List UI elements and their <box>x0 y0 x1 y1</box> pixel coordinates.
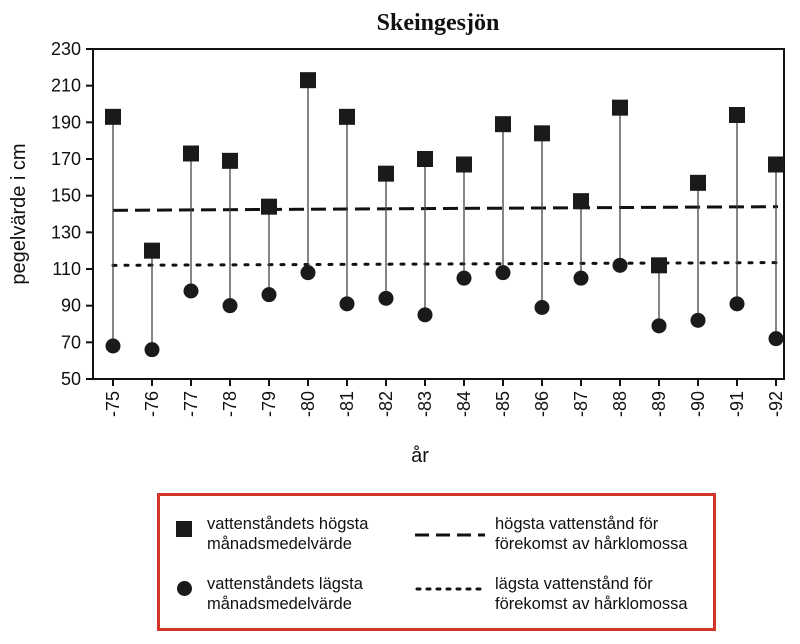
legend-dashed-line <box>415 532 485 538</box>
y-tick-label: 210 <box>50 75 81 96</box>
x-tick-label: -84 <box>454 391 474 418</box>
x-tick-label: -78 <box>220 391 240 418</box>
reference-lines <box>113 207 778 266</box>
y-tick-label: 170 <box>50 149 81 169</box>
high-value-marker <box>300 72 316 88</box>
x-tick-label: -80 <box>298 391 318 418</box>
low-value-marker <box>535 300 550 315</box>
low-value-marker <box>262 287 277 302</box>
range-stems <box>113 80 776 350</box>
low-reference-line <box>113 263 778 266</box>
high-value-marker <box>651 257 667 273</box>
low-value-marker <box>613 258 628 273</box>
high-value-marker <box>768 157 784 173</box>
x-tick-label: -83 <box>415 391 435 418</box>
y-tick-label: 190 <box>50 112 81 133</box>
legend <box>157 493 716 631</box>
x-axis-label: år <box>411 445 429 467</box>
chart-title: Skeingesjön <box>376 10 500 36</box>
high-value-marker <box>534 125 550 141</box>
low-value-marker <box>769 331 784 346</box>
data-markers <box>105 72 784 357</box>
high-value-marker <box>339 109 355 125</box>
low-value-marker <box>418 307 433 322</box>
high-reference-line <box>113 207 778 211</box>
low-value-marker <box>340 296 355 311</box>
x-tick-label: -88 <box>610 391 630 418</box>
low-value-marker <box>184 284 199 299</box>
low-value-marker <box>652 318 667 333</box>
x-tick-label: -91 <box>727 391 747 418</box>
high-value-marker <box>495 116 511 132</box>
low-value-marker <box>496 265 511 280</box>
high-value-marker <box>183 146 199 162</box>
low-value-marker <box>301 265 316 280</box>
y-axis-label: pegelvärde i cm <box>8 143 30 285</box>
y-tick-label: 90 <box>60 295 81 316</box>
x-tick-label: -92 <box>766 391 786 418</box>
high-value-marker <box>456 157 472 173</box>
high-value-marker <box>378 166 394 182</box>
legend-square-marker <box>176 521 192 537</box>
y-axis <box>51 39 93 389</box>
low-value-marker <box>730 296 745 311</box>
x-tick-label: -79 <box>259 391 279 418</box>
y-tick-label: 110 <box>52 259 81 279</box>
high-value-marker <box>690 175 706 191</box>
high-value-marker <box>105 109 121 125</box>
low-value-marker <box>457 271 472 286</box>
high-value-marker <box>261 199 277 215</box>
legend-low-label: vattenståndets lägsta månadsmedelvärde <box>207 575 363 613</box>
x-tick-label: -76 <box>142 391 162 418</box>
x-tick-label: -86 <box>532 391 552 418</box>
legend-circle-marker <box>177 581 192 596</box>
x-tick-label: -87 <box>571 391 591 418</box>
y-tick-label: 150 <box>50 185 81 206</box>
high-value-marker <box>417 151 433 167</box>
y-tick-label: 130 <box>50 222 81 243</box>
legend-high-line-label: högsta vattenstånd för förekomst av hårklomossa <box>495 515 688 553</box>
low-value-marker <box>574 271 589 286</box>
high-value-marker <box>612 100 628 116</box>
legend-dotted-line <box>415 586 485 592</box>
low-value-marker <box>223 298 238 313</box>
high-value-marker <box>222 153 238 169</box>
x-tick-label: -81 <box>337 391 357 418</box>
legend-low-line-label: lägsta vattenstånd för förekomst av hårklomossa <box>495 575 688 613</box>
x-tick-label: -82 <box>376 391 396 418</box>
x-tick-label: -77 <box>181 391 201 418</box>
y-tick-label: 50 <box>60 369 81 389</box>
high-value-marker <box>573 193 589 209</box>
y-tick-label: 70 <box>60 332 81 353</box>
high-value-marker <box>729 107 745 123</box>
low-value-marker <box>691 313 706 328</box>
x-tick-label: -75 <box>103 391 123 418</box>
x-axis <box>103 379 786 417</box>
x-tick-label: -89 <box>649 391 669 418</box>
high-value-marker <box>144 243 160 259</box>
low-value-marker <box>145 342 160 357</box>
legend-high-label: vattenståndets högsta månadsmedelvärde <box>207 515 369 553</box>
low-value-marker <box>379 291 394 306</box>
x-tick-label: -85 <box>493 391 513 418</box>
y-tick-label: 230 <box>50 39 81 59</box>
plot-frame <box>93 49 784 379</box>
low-value-marker <box>106 339 121 354</box>
x-tick-label: -90 <box>688 391 708 418</box>
